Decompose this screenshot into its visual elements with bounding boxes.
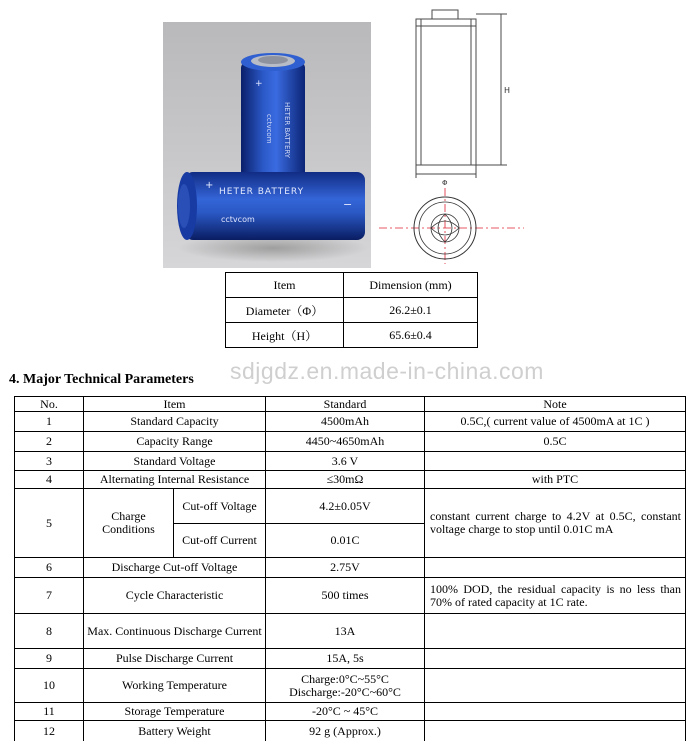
row-note [425,452,686,471]
row-standard: 92 g (Approx.) [266,721,425,741]
svg-text:HETER BATTERY: HETER BATTERY [219,187,305,197]
header-item: Item [84,397,266,412]
row-standard: 0.01C [266,524,425,558]
row-standard [266,669,425,703]
row-no: 7 [15,578,84,614]
row-no: 8 [15,614,84,649]
diameter-label-cell: Diameter（Φ） [226,298,344,323]
row-note [425,721,686,741]
table-row [15,614,686,649]
row-no: 11 [15,703,84,721]
height-label: H [504,86,511,95]
row-standard: 13A [266,614,425,649]
end-view [379,188,524,264]
row-note [425,669,686,703]
height-value-cell: 65.6±0.4 [344,323,478,348]
diameter-label: Φ [442,179,448,187]
table-row [15,489,686,524]
row-no: 10 [15,669,84,703]
battery-photo [163,22,371,268]
row-no: 1 [15,412,84,432]
row-standard: 4450~4650mAh [266,432,425,452]
row-no: 4 [15,471,84,489]
height-label-cell: Height（H） [226,323,344,348]
svg-text:cctvcom: cctvcom [265,114,273,144]
table-row [15,558,686,578]
row-standard: ≤30mΩ [266,471,425,489]
row-standard: -20°C ~ 45°C [266,703,425,721]
row-no: 6 [15,558,84,578]
table-row [15,452,686,471]
parameters-table [14,396,686,741]
table-row [15,703,686,721]
row-item: Battery Weight [84,721,266,741]
section-title: 4. Major Technical Parameters [9,372,194,387]
header-standard: Standard [266,397,425,412]
lying-battery [177,172,365,240]
row-standard: 3.6 V [266,452,425,471]
svg-text:+: + [255,79,263,89]
row-no: 2 [15,432,84,452]
row-note [425,649,686,669]
table-row [15,397,686,412]
row-item: Cycle Characteristic [84,578,266,614]
charge-temp: Charge:0°C~55°C [301,671,389,686]
row-standard: 500 times [266,578,425,614]
svg-text:+: + [205,180,214,191]
table-row [15,471,686,489]
row-item: Alternating Internal Resistance [84,471,266,489]
row-item: Discharge Cut-off Voltage [84,558,266,578]
row-note: 0.5C,( current value of 4500mA at 1C ) [425,412,686,432]
row-standard: 4500mAh [266,412,425,432]
header-no: No. [15,397,84,412]
svg-text:cctvcom: cctvcom [221,215,255,224]
technical-drawing [379,2,524,264]
table-row [226,323,478,348]
table-row [15,578,686,614]
header-dimension: Dimension (mm) [344,273,478,298]
svg-text:−: − [343,198,353,211]
row-standard: 15A, 5s [266,649,425,669]
row-item: Storage Temperature [84,703,266,721]
row-note [425,558,686,578]
row-no: 12 [15,721,84,741]
row-no: 3 [15,452,84,471]
row-item: Standard Capacity [84,412,266,432]
row-item: Standard Voltage [84,452,266,471]
row-note [425,614,686,649]
row-standard: 2.75V [266,558,425,578]
table-row [15,412,686,432]
row-no: 9 [15,649,84,669]
battery-illustration [163,22,371,268]
row-item: Working Temperature [84,669,266,703]
row-item: Pulse Discharge Current [84,649,266,669]
row-note: 0.5C [425,432,686,452]
header-note: Note [425,397,686,412]
row-subitem: Cut-off Voltage [174,489,266,524]
table-row [15,649,686,669]
svg-text:HETER BATTERY: HETER BATTERY [283,102,291,159]
dimension-table [225,272,478,348]
row-note [425,703,686,721]
row-subitem: Cut-off Current [174,524,266,558]
table-row [15,721,686,741]
table-row [226,273,478,298]
table-row [226,298,478,323]
row-note: constant current charge to 4.2V at 0.5C, constant voltage charge to stop until 0.01C mA [425,489,686,558]
discharge-temp: Discharge:-20°C~60°C [289,684,401,699]
header-item: Item [226,273,344,298]
watermark: sdjgdz.en.made-in-china.com [230,358,544,384]
row-no: 5 [15,489,84,558]
row-note: with PTC [425,471,686,489]
table-row [15,432,686,452]
row-item: Max. Continuous Discharge Current [84,614,266,649]
diameter-value-cell: 26.2±0.1 [344,298,478,323]
row-item: Charge Conditions [84,489,174,558]
table-row [15,669,686,703]
row-standard: 4.2±0.05V [266,489,425,524]
row-item: Capacity Range [84,432,266,452]
row-note: 100% DOD, the residual capacity is no less than 70% of rated capacity at 1C rate. [425,578,686,614]
